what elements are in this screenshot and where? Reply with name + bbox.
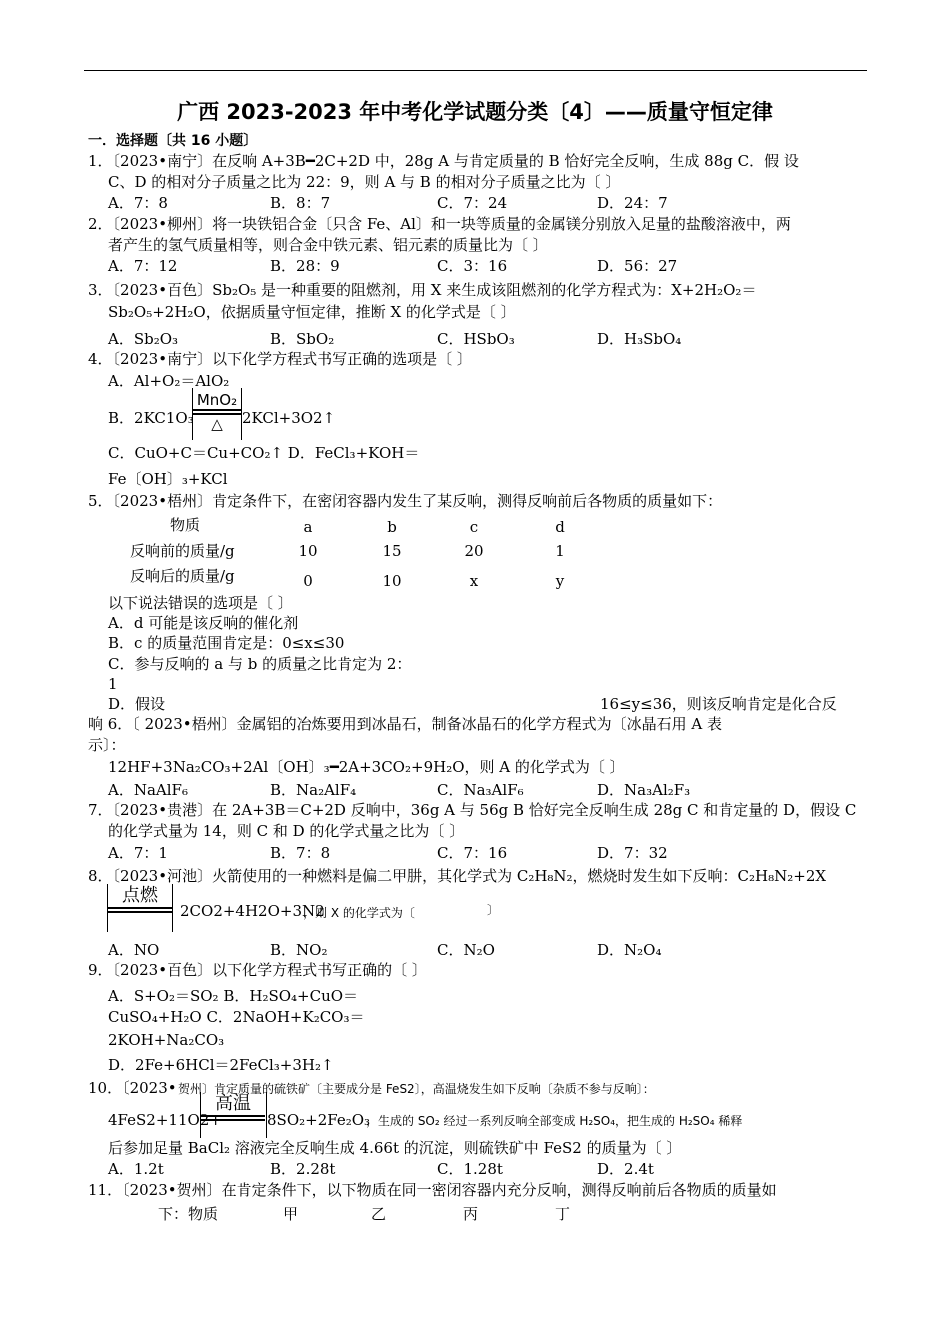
q4-option-d-line2: Fe〔OH〕₃+KCl xyxy=(108,470,228,488)
q2-option-c[interactable]: C．3：16 xyxy=(437,257,508,275)
q3-option-d[interactable]: D．H₃SbO₄ xyxy=(597,330,682,348)
q5-row2-d: y xyxy=(555,572,565,590)
q3-option-c[interactable]: C．HSbO₃ xyxy=(437,330,515,348)
q5-option-c-line2: 1 xyxy=(108,675,118,693)
q9-line4: 2KOH+Na₂CO₃ xyxy=(108,1031,225,1049)
q10-reaction-condition xyxy=(201,1093,265,1121)
q4-line1: 4．〔2023•南宁〕以下化学方程式书写正确的选项是〔 〕 xyxy=(88,350,472,368)
top-rule xyxy=(84,70,867,71)
q4-option-b-prefix[interactable]: B．2KC1O₃ xyxy=(108,409,194,427)
q8-option-c[interactable]: C．N₂O xyxy=(437,941,495,959)
q11-line2: 下：物质 xyxy=(158,1205,219,1223)
q8-option-b[interactable]: B．NO₂ xyxy=(270,941,328,959)
q5-option-c[interactable]: C．参与反响的 a 与 b 的质量之比肯定为 2： xyxy=(108,655,412,673)
q2-line2: 者产生的氢气质量相等，则合金中铁元素、铝元素的质量比为〔 〕 xyxy=(108,236,548,254)
q5-row1-label: 反响前的质量/g xyxy=(130,542,235,560)
cond-right-edge xyxy=(172,884,173,932)
q4-options-cd[interactable]: C．CuO+C＝Cu+CO₂↑ D．FeCl₃+KOH＝ xyxy=(108,444,420,462)
q3-line2: Sb₂O₅+2H₂O，依据质量守恒定律，推断 X 的化学式是〔 〕 xyxy=(108,303,516,321)
q6-line1: 响 6．〔 2023•梧州〕金属铝的冶炼要用到冰晶石，制备冰晶石的化学方程式为〔冰晶石用 A 表 xyxy=(88,715,722,733)
q5-row1-c: 20 xyxy=(464,542,484,560)
q8-bracket-close: 〕 xyxy=(487,903,500,917)
cond-left-edge xyxy=(107,884,108,932)
q1-line2: C、D 的相对分子质量之比为 22：9，则 A 与 B 的相对分子质量之比为〔 〕 xyxy=(108,173,621,191)
q1-option-a[interactable]: A．7：8 xyxy=(108,194,168,212)
q5-stem: 以下说法错误的选项是〔 〕 xyxy=(108,594,293,612)
q4-reaction-condition xyxy=(193,391,241,433)
q5-table-header-c: c xyxy=(469,518,479,536)
q2-line1: 2．〔2023•柳州〕将一块铁铝合金〔只含 Fe、Al〕和一块等质量的金属镁分别放入足量的盐酸溶液中，两 xyxy=(88,215,791,233)
q5-row1-a: 10 xyxy=(298,542,318,560)
q6-option-b[interactable]: B．Na₂AlF₄ xyxy=(270,781,357,799)
q9-line2[interactable]: A．S+O₂＝SO₂ B．H₂SO₄+CuO＝ xyxy=(108,987,359,1005)
q7-option-c[interactable]: C．7：16 xyxy=(437,844,508,862)
cond-left-edge xyxy=(200,1092,201,1138)
q5-option-b[interactable]: B．c 的质量范围肯定是：0≤x≤30 xyxy=(108,634,345,652)
q5-option-d[interactable]: D．假设 xyxy=(108,695,166,713)
q5-row2-label: 反响后的质量/g xyxy=(130,567,235,585)
q6-line2: 示〕： xyxy=(88,736,126,754)
q10-option-b[interactable]: B．2.28t xyxy=(270,1160,336,1178)
q3-option-a[interactable]: A．Sb₂O₃ xyxy=(108,330,179,348)
q3-option-b[interactable]: B．SbO₂ xyxy=(270,330,335,348)
q1-line1: 1．〔2023•南宁〕在反响 A+3B━2C+2D 中，28g A 与肯定质量的 B 恰好完全反响，生成 88g C．假 设 xyxy=(88,152,799,170)
q8-reaction-condition xyxy=(108,885,172,913)
q6-option-a[interactable]: A．NaAlF₆ xyxy=(108,781,188,799)
q5-table-header-substance: 物质 xyxy=(170,516,201,534)
equals-bar xyxy=(108,907,172,913)
q4-option-b-products: 2KCl+3O2↑ xyxy=(242,409,336,427)
q5-option-a[interactable]: A．d 可能是该反响的催化剂 xyxy=(108,614,299,632)
q11-line1: 11．〔2023•贺州〕在肯定条件下，以下物质在同一密闭容器内充分反响，测得反响前后各物质的质量如 xyxy=(88,1181,777,1199)
q11-col-ding: 丁 xyxy=(555,1205,571,1223)
q5-row1-b: 15 xyxy=(382,542,402,560)
q11-col-yi: 乙 xyxy=(371,1205,387,1223)
q10-line2-cont: ，生成的 SO₂ 经过一系列反响全部变成 H₂SO₄，把生成的 H₂SO₄ 稀释 xyxy=(366,1114,743,1128)
q2-option-d[interactable]: D．56：27 xyxy=(597,257,678,275)
q5-row2-a: 0 xyxy=(303,572,313,590)
q5-row1-d: 1 xyxy=(555,542,565,560)
catalyst-label: MnO₂ xyxy=(196,391,238,409)
q5-row2-c: x xyxy=(469,572,479,590)
q7-option-a[interactable]: A．7：1 xyxy=(108,844,168,862)
q1-option-d[interactable]: D．24：7 xyxy=(597,194,668,212)
q8-products: 2CO2+4H2O+3N2 xyxy=(180,902,325,920)
q9-line1: 9．〔2023•百色〕以下化学方程式书写正确的〔 〕 xyxy=(88,961,427,979)
q2-option-a[interactable]: A．7：12 xyxy=(108,257,178,275)
q5-option-d-cont: 16≤y≤36，则该反响肯定是化合反 xyxy=(600,695,837,713)
q10-line3: 后参加足量 BaCl₂ 溶液完全反响生成 4.66t 的沉淀，则硫铁矿中 FeS2 的质量为〔 〕 xyxy=(108,1139,682,1157)
q9-option-d[interactable]: D．2Fe+6HCl＝2FeCl₃+3H₂↑ xyxy=(108,1056,334,1074)
q7-option-b[interactable]: B．7：8 xyxy=(270,844,331,862)
q6-line3: 12HF+3Na₂CO₃+2Al〔OH〕₃━2A+3CO₂+9H₂O，则 A 的化学式为〔 〕 xyxy=(108,758,625,776)
q10-line1: 贺州〕肯定质量的硫铁矿〔主要成分是 FeS2〕，高温烧发生如下反响〔杂质不参与反响〕： xyxy=(178,1082,655,1096)
page-title: 广西 2023-2023 年中考化学试题分类〔4〕——质量守恒定律 xyxy=(177,100,773,124)
q6-option-d[interactable]: D．Na₃Al₂F₃ xyxy=(597,781,691,799)
q5-table-header-d: d xyxy=(555,518,565,536)
q5-line1: 5．〔2023•梧州〕肯定条件下，在密闭容器内发生了某反响，测得反响前后各物质的质量如下： xyxy=(88,492,723,510)
q3-line1: 3．〔2023•百色〕Sb₂O₅ 是一种重要的阻燃剂，用 X 来生成该阻燃剂的化学方程式为：X+2H₂O₂＝ xyxy=(88,281,757,299)
cond-left-edge xyxy=(192,388,193,440)
q1-option-c[interactable]: C．7：24 xyxy=(437,194,508,212)
q2-option-b[interactable]: B．28：9 xyxy=(270,257,340,275)
q10-option-a[interactable]: A．1.2t xyxy=(108,1160,164,1178)
q4-option-a[interactable]: A．Al+O₂＝AlO₂ xyxy=(108,372,230,390)
q5-row2-b: 10 xyxy=(382,572,402,590)
q10-option-c[interactable]: C．1.28t xyxy=(437,1160,503,1178)
q8-line1: 8．〔2023•河池〕火箭使用的一种燃料是偏二甲肼，其化学式为 C₂H₈N₂，燃烧时发生如下反响：C₂H₈N₂+2X xyxy=(88,867,827,885)
high-temp-label: 高温 xyxy=(215,1093,251,1114)
q8-question: ，则 X 的化学式为〔 xyxy=(303,906,415,920)
q7-line2: 的化学式量为 14，则 C 和 D 的化学式量之比为〔 〕 xyxy=(108,822,465,840)
equals-bar xyxy=(201,1115,265,1121)
heat-symbol: △ xyxy=(211,415,223,433)
q1-option-b[interactable]: B．8：7 xyxy=(270,194,331,212)
q11-col-bing: 丙 xyxy=(463,1205,479,1223)
q10-option-d[interactable]: D．2.4t xyxy=(597,1160,654,1178)
q10-products: 8SO₂+2Fe₂O₃ xyxy=(267,1111,371,1129)
q8-option-a[interactable]: A．NO xyxy=(108,941,160,959)
q5-table-header-a: a xyxy=(303,518,313,536)
q7-option-d[interactable]: D．7：32 xyxy=(597,844,668,862)
q9-line3[interactable]: CuSO₄+H₂O C．2NaOH+K₂CO₃＝ xyxy=(108,1008,365,1026)
q6-option-c[interactable]: C．Na₃AlF₆ xyxy=(437,781,524,799)
q10-reactants: 4FeS2+11O2+ xyxy=(108,1111,222,1129)
q8-option-d[interactable]: D．N₂O₄ xyxy=(597,941,662,959)
q5-table-header-b: b xyxy=(387,518,397,536)
ignite-label: 点燃 xyxy=(122,885,158,906)
q11-col-jia: 甲 xyxy=(283,1205,299,1223)
q7-line1: 7．〔2023•贵港〕在 2A+3B＝C+2D 反响中，36g A 与 56g B 恰好完全反响生成 28g C 和肯定量的 D，假设 C xyxy=(88,801,857,819)
section-heading: 一．选择题〔共 16 小题〕 xyxy=(88,133,258,149)
q10-prefix: 10．〔2023• xyxy=(88,1079,177,1097)
